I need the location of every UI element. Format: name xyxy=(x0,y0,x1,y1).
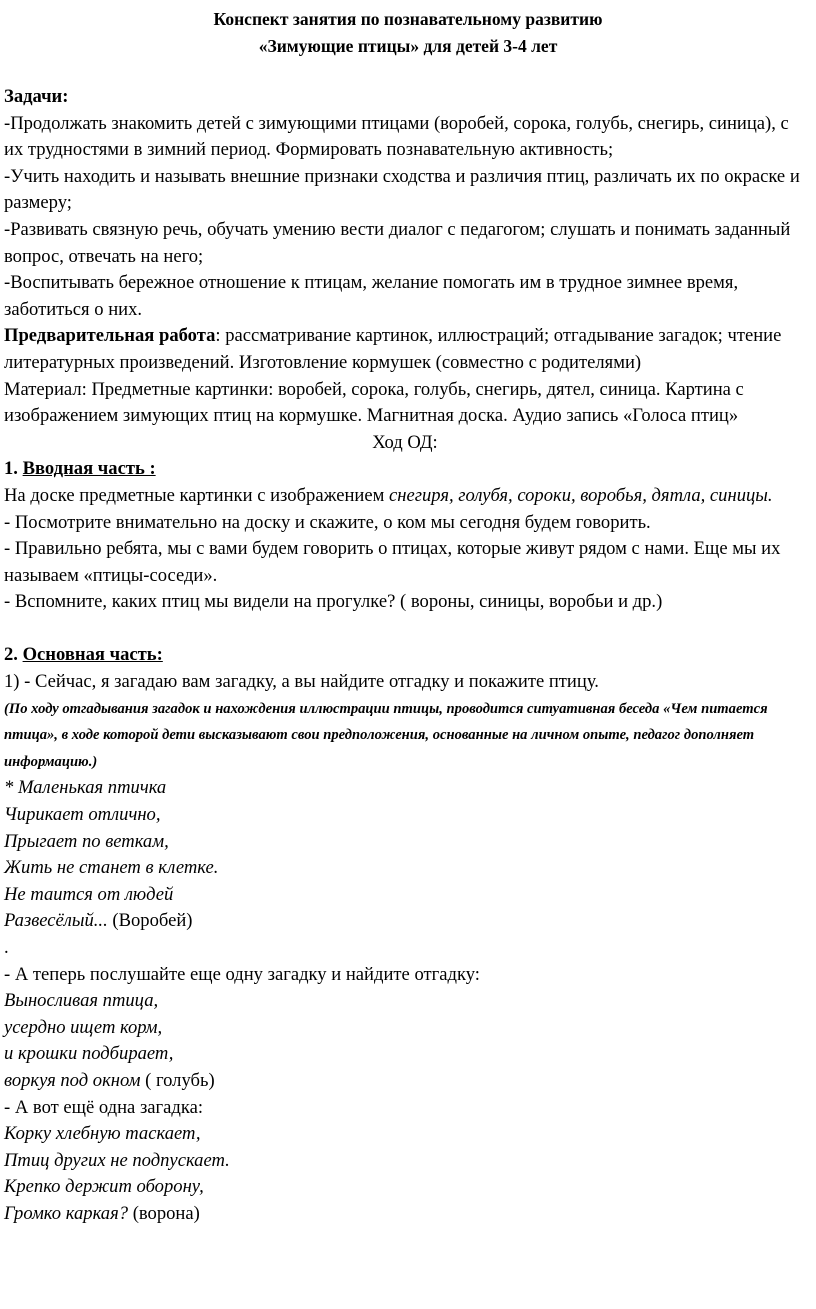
riddle-answer: (ворона) xyxy=(128,1202,200,1224)
intro-number: 1. xyxy=(4,458,23,480)
prep-label: Предварительная работа xyxy=(4,325,216,347)
riddle-line: усердно ищет корм, xyxy=(4,1016,163,1038)
material-paragraph: Материал: Предметные картинки: воробей, сорока, голубь, снегирь, дятел, синица. Картина с изображением зимующих птиц на кормушке. Магнитная доска. Аудио запись «Голоса птиц» xyxy=(4,378,744,427)
main-note: (По ходу отгадывания загадок и нахождения иллюстрации птицы, проводится ситуативная беседа «Чем питается птица», в ходе которой дети высказывают свои предположения, основанные на личном опыте, педагог дополняет информацию.) xyxy=(4,700,768,770)
riddle-line xyxy=(4,1068,806,1095)
task-item: -Развивать связную речь, обучать умению вести диалог с педагогом; слушать и понимать заданный вопрос, отвечать на него; xyxy=(4,218,791,267)
document-body xyxy=(4,84,806,1228)
riddle-line: Корку хлебную таскает, xyxy=(4,1123,201,1145)
spacer xyxy=(4,616,806,643)
task-item: -Учить находить и называть внешние признаки сходства и различия птиц, различать их по окраске и размеру; xyxy=(4,165,800,214)
riddle-line: Чирикает отлично, xyxy=(4,804,161,826)
riddle-last: воркуя под окном xyxy=(4,1069,141,1091)
document-title-line-1: Конспект занятия по познавательному развитию xyxy=(213,9,603,29)
intro-line: - Вспомните, каких птиц мы видели на прогулке? ( вороны, синицы, воробьи и др.) xyxy=(4,591,663,613)
intro-heading xyxy=(4,456,806,483)
main-number: 2. xyxy=(4,644,23,666)
task-item: -Воспитывать бережное отношение к птицам, желание помогать им в трудное зимнее время, заботиться о них. xyxy=(4,272,739,320)
riddle-line: Прыгает по веткам, xyxy=(4,830,169,852)
riddle-line: Птиц других не подпускает. xyxy=(4,1149,230,1171)
next-riddle-line: - А теперь послушайте еще одну загадку и найдите отгадку: xyxy=(4,963,480,985)
intro-line xyxy=(4,483,806,510)
course-heading: Ход ОД: xyxy=(372,431,438,453)
intro-label: Вводная часть : xyxy=(22,458,156,480)
main-heading xyxy=(4,642,806,669)
prep-paragraph xyxy=(4,323,806,376)
riddle-last: Развесёлый... xyxy=(4,910,108,932)
riddle-line: и крошки подбирает, xyxy=(4,1043,174,1065)
intro-line-italic: снегиря, голубя, сороки, воробья, дятла, синицы. xyxy=(389,484,773,506)
tasks-heading: Задачи: xyxy=(4,86,69,107)
riddle-line: Крепко держит оборону, xyxy=(4,1176,204,1198)
intro-line-plain: На доске предметные картинки с изображением xyxy=(4,484,390,506)
intro-line: - Посмотрите внимательно на доску и скажите, о ком мы сегодня будем говорить. xyxy=(4,511,651,533)
riddle-line xyxy=(4,908,806,935)
riddle-last: Громко каркая? xyxy=(4,1202,129,1224)
main-label: Основная часть: xyxy=(22,644,163,666)
task-item: -Продолжать знакомить детей с зимующими птицами (воробей, сорока, голубь, снегирь, синица), с их трудностями в зимний период. Формировать познавательную активность; xyxy=(4,112,789,161)
intro-line: - Правильно ребята, мы с вами будем говорить о птицах, которые живут рядом с нами. Еще мы их называем «птицы-соседи». xyxy=(4,538,781,586)
riddle-answer: (Воробей) xyxy=(107,910,193,932)
prep-text: : рассматривание картинок, иллюстраций; отгадывание загадок; чтение литературных произведений. Изготовление кормушек (совместно с родителями) xyxy=(4,325,782,373)
riddle-line: * Маленькая птичка xyxy=(4,777,167,799)
document-title-line-2: «Зимующие птицы» для детей 3-4 лет xyxy=(258,36,558,56)
main-line: 1) - Сейчас, я загадаю вам загадку, а вы найдите отгадку и покажите птицу. xyxy=(4,671,599,693)
riddle-line: Жить не станет в клетке. xyxy=(4,857,219,879)
dot-line: . xyxy=(4,937,9,958)
riddle-line xyxy=(4,1201,806,1228)
riddle-line: Не таится от людей xyxy=(4,883,174,905)
another-riddle-line: - А вот ещё одна загадка: xyxy=(4,1096,204,1118)
riddle-line: Выносливая птица, xyxy=(4,990,159,1012)
riddle-answer: ( голубь) xyxy=(140,1069,215,1091)
